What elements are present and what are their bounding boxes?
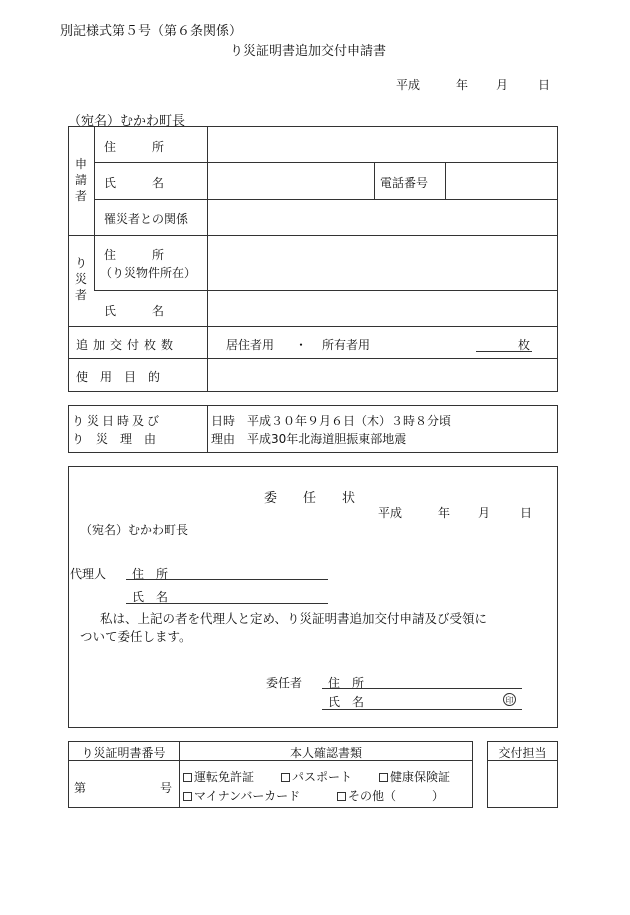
victim-name-label: 氏 名 xyxy=(104,304,165,318)
agent-label: 代理人 xyxy=(70,567,107,581)
victim-group-label: り災者 xyxy=(74,256,87,302)
checkbox-icon xyxy=(183,773,192,782)
staff-header: 交付担当 xyxy=(498,746,547,760)
staff-field[interactable] xyxy=(490,763,555,805)
applicant-group-label: 申請者 xyxy=(74,157,87,203)
resident-option[interactable]: 居住者用 xyxy=(226,338,275,352)
cert-number-prefix: 第 xyxy=(74,781,87,795)
form-title: り災証明書追加交付申請書 xyxy=(230,44,387,59)
applicant-phone-label: 電話番号 xyxy=(380,176,429,190)
count-unit: 枚 xyxy=(518,338,531,352)
id-option-label: パスポート xyxy=(292,770,353,784)
applicant-name-label: 氏 名 xyxy=(104,176,165,190)
id-option-health-insurance[interactable] xyxy=(379,768,450,785)
applicant-address-field[interactable] xyxy=(210,128,556,160)
victim-address-label: 住 所 xyxy=(104,248,165,262)
agent-address-label: 住 所 xyxy=(132,567,169,581)
date-month: 月 xyxy=(496,78,509,92)
owner-option[interactable]: 所有者用 xyxy=(322,338,371,352)
date-year: 年 xyxy=(456,78,469,92)
statement-line2: ついて委任します。 xyxy=(80,629,192,644)
delegator-label: 委任者 xyxy=(266,676,303,690)
form-number: 別記様式第５号（第６条関係） xyxy=(60,24,243,39)
date-day: 日 xyxy=(538,78,551,92)
statement-line1: 私は、上記の者を代理人と定め、り災証明書追加交付申請及び受領に xyxy=(100,611,488,626)
checkbox-icon xyxy=(337,792,346,801)
delegator-address-label: 住 所 xyxy=(328,676,365,690)
applicant-relation-field[interactable] xyxy=(210,201,556,233)
purpose-label: 使 用 目 的 xyxy=(76,370,161,384)
delegation-date-day: 日 xyxy=(520,506,533,520)
delegation-addressee: （宛名）むかわ町長 xyxy=(80,523,189,537)
checkbox-icon xyxy=(183,792,192,801)
delegation-title: 委 任 状 xyxy=(264,491,356,506)
cert-number-field[interactable] xyxy=(92,768,158,802)
delegation-date-era: 平成 xyxy=(378,506,403,520)
delegation-date-year: 年 xyxy=(438,506,451,520)
applicant-address-label: 住 所 xyxy=(104,140,165,154)
delegator-name-field[interactable] xyxy=(376,690,496,706)
id-option-label: マイナンバーカード xyxy=(194,789,301,803)
date-era: 平成 xyxy=(396,78,421,92)
id-option-drivers-license[interactable] xyxy=(183,768,254,785)
checkbox-icon xyxy=(281,773,290,782)
id-option-label: 健康保険証 xyxy=(390,770,451,784)
agent-name-field[interactable] xyxy=(180,585,326,601)
victim-address-field[interactable] xyxy=(210,237,556,288)
additional-count-field[interactable] xyxy=(476,330,518,350)
disaster-reason-label: り 災 理 由 xyxy=(72,432,157,446)
applicant-name-field[interactable] xyxy=(210,164,372,197)
applicant-phone-field[interactable] xyxy=(448,164,556,197)
id-option-label: 運転免許証 xyxy=(194,770,255,784)
checkbox-icon xyxy=(379,773,388,782)
cert-number-header: り災証明書番号 xyxy=(81,746,166,760)
id-option-mynumber[interactable] xyxy=(183,787,300,804)
seal-mark: 印 xyxy=(503,693,516,706)
id-option-other[interactable] xyxy=(337,787,444,804)
delegator-address-field[interactable] xyxy=(376,671,522,687)
id-option-label: その他（ ） xyxy=(348,789,445,803)
agent-address-field[interactable] xyxy=(180,562,326,578)
additional-count-label: 追加交付枚数 xyxy=(76,338,179,352)
addressee: （宛名）むかわ町長 xyxy=(68,114,186,129)
disaster-reason-value: 理由 平成30年北海道胆振東部地震 xyxy=(211,432,407,446)
victim-name-field[interactable] xyxy=(210,292,556,324)
applicant-relation-label: 罹災者との関係 xyxy=(104,212,189,226)
id-option-passport[interactable] xyxy=(281,768,352,785)
disaster-datetime-label: り災日時及び xyxy=(72,414,163,428)
delegation-date-month: 月 xyxy=(478,506,491,520)
victim-address-sub-label: （り災物件所在） xyxy=(100,266,197,280)
option-separator: ・ xyxy=(295,338,308,352)
cert-number-suffix: 号 xyxy=(160,781,173,795)
delegator-name-label: 氏 名 xyxy=(328,695,365,709)
agent-name-label: 氏 名 xyxy=(132,590,169,604)
purpose-field[interactable] xyxy=(210,360,556,390)
id-docs-header: 本人確認書類 xyxy=(289,746,362,760)
disaster-datetime-value: 日時 平成３０年９月６日（木）３時８分頃 xyxy=(211,414,452,428)
